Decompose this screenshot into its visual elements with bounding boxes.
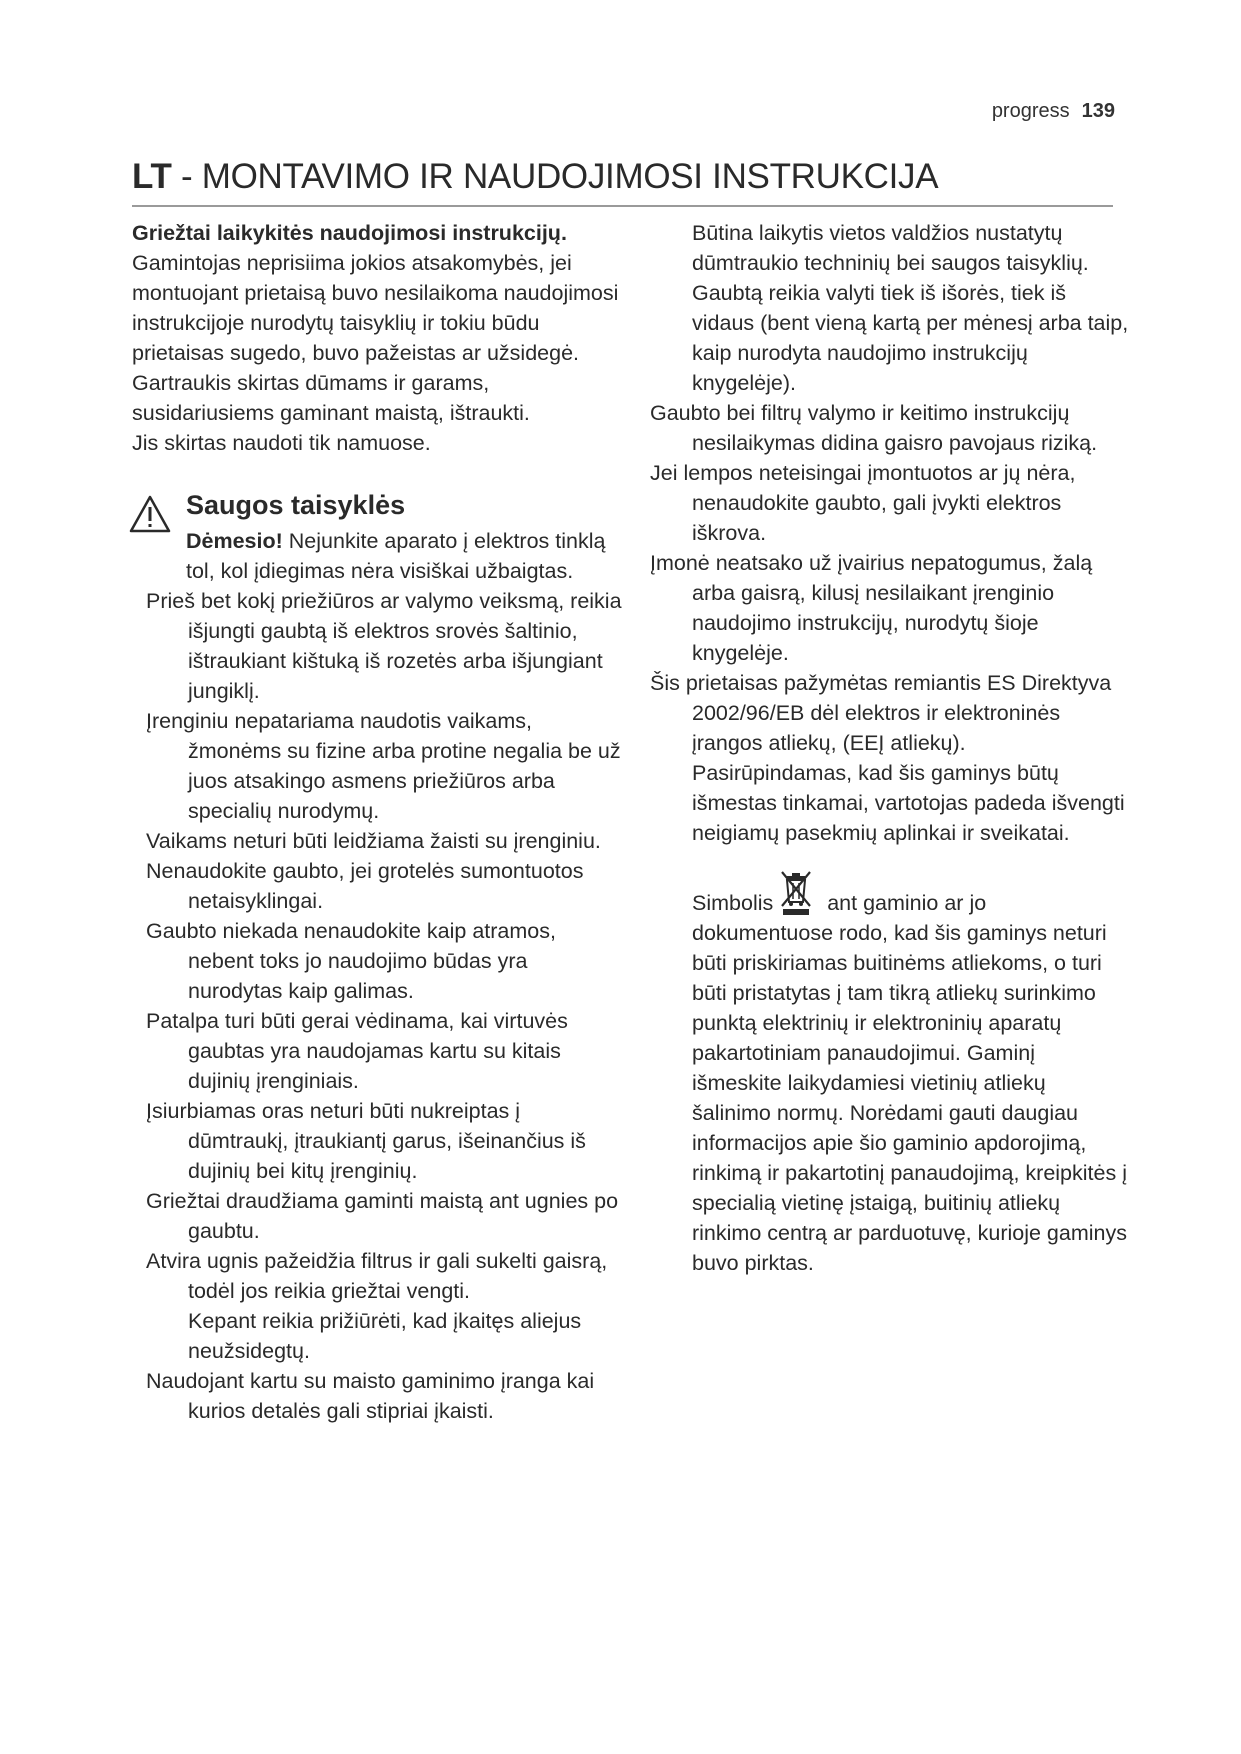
language-code: LT [132,157,172,196]
safety-item: Gaubto niekada nenaudokite kaip atramos, nebent toks jo naudojimo būdas yra nurodytas kaip galimas. [146,919,556,1003]
safety-item: Nenaudokite gaubto, jei grotelės sumontuotos netaisyklingai. [146,859,584,913]
title-text: - MONTAVIMO IR NAUDOJIMOSI INSTRUKCIJA [171,157,939,196]
safety-item: Griežtai draudžiama gaminti maistą ant ugnies po gaubtu. [146,1189,619,1243]
safety-body [132,526,622,1426]
safety-item: Prieš bet kokį priežiūros ar valymo veiksmą, reikia išjungti gaubtą iš elektros srovės šaltinio, ištraukiant kištuką iš rozetės arba išjungiant jungiklį. [146,589,622,703]
right-column [650,218,1130,1278]
intro-paragraph-3: Jis skirtas naudoti tik namuose. [132,431,431,455]
safety-title: Saugos taisyklės [186,490,406,520]
attention-label: Dėmesio! [186,529,283,553]
safety-item: Gaubto bei filtrų valymo ir keitimo instrukcijų nesilaikymas didina gaisro pavojaus riziką. [650,401,1098,455]
safety-item: Jei lempos neteisingai įmontuotos ar jų nėra, nenaudokite gaubto, gali įvykti elektros iškrova. [650,461,1076,545]
intro-text: Gamintojas neprisiima jokios atsakomybės, jei montuojant prietaisą buvo nesilaikoma naudojimosi instrukcijoje nurodytų taisyklių ir tokiu būdu prietaisas sugedo, buvo pažeistas ar užsidegė. [132,251,619,365]
crossed-bin-icon [777,870,815,916]
weee-text-start: Simbolis [692,891,774,915]
safety-item: Naudojant kartu su maisto gaminimo įranga kai kurios detalės gali stipriai įkaisti. [146,1369,595,1423]
title-divider [132,205,1113,207]
safety-item: Atvira ugnis pažeidžia filtrus ir gali sukelti gaisrą, todėl jos reikia griežtai vengti. [146,1249,608,1303]
weee-text: ant gaminio ar jo dokumentuose rodo, kad šis gaminys neturi būti priskiriamas buitinėms atliekoms, o turi būti pristatytas į tam tikrą atliekų surinkimo punktą elektrinių ir elektroninių aparatų pakartotiniam panaudojimui. Gaminį išmeskite laikydamiesi vietinių atliekų šalinimo normų. Norėdami gauti daugiau informacijos apie šio gaminio apdorojimą, rinkimą ir pakartotinį panaudojimą, kreipkitės į specialią vietinę įstaigą, buitinių atliekų rinkimo centrą ar parduotuvę, kurioje gaminys buvo pirktas. [692,891,1127,1275]
safety-item: Įrenginiu nepatariama naudotis vaikams, žmonėms su fizine arba protine negalia be už juos atsakingo asmens priežiūros arba specialių nurodymų. [146,709,621,823]
weee-paragraph [650,870,1130,1278]
brand-name: progress [991,100,1070,122]
safety-item: Šis prietaisas pažymėtas remiantis ES Direktyva 2002/96/EB dėl elektros ir elektroninės įrangos atliekų, (EEĮ atliekų). Pasirūpindamas, kad šis gaminys būtų išmestas tinkamai, vartotojas padeda išvengti neigiamų pasekmių aplinkai ir sveikatai. [650,671,1125,845]
safety-item: Įsiurbiamas oras neturi būti nukreiptas į dūmtraukį, įtraukiantį garus, išeinančius iš dujinių bei kitų įrenginių. [146,1099,586,1183]
continued-paragraph: Būtina laikytis vietos valdžios nustatytų dūmtraukio techninių bei saugos taisyklių. [692,221,1089,275]
safety-item: Įmonė neatsako už įvairius nepatogumus, žalą arba gaisrą, kilusį nesilaikant įrenginio naudojimo instrukcijų, nurodytų šioje knygelėje. [650,551,1093,665]
page-header [992,100,1115,123]
warning-triangle-icon [128,494,172,534]
intro-paragraph-2: Gartraukis skirtas dūmams ir garams, susidariusiems gaminant maistą, ištraukti. [132,371,530,425]
page-title [132,157,1112,197]
continued-paragraph: Gaubtą reikia valyti tiek iš išorės, tiek iš vidaus (bent vieną kartą per mėnesį arba taip, kaip nurodyta naudojimo instrukcijų knygelėje). [692,281,1129,395]
safety-item-continuation: Kepant reikia prižiūrėti, kad įkaitęs aliejus neužsidegtų. [188,1309,582,1363]
intro-bold: Griežtai laikykitės naudojimosi instrukcijų. [132,221,567,245]
page-number: 139 [1081,100,1115,122]
intro-paragraph [132,218,622,368]
safety-heading [132,490,622,526]
left-column [132,218,622,1426]
safety-item: Vaikams neturi būti leidžiama žaisti su įrenginiu. [146,829,601,853]
attention-text: Nejunkite aparato į elektros tinklą tol, kol įdiegimas nėra visiškai užbaigtas. [186,529,606,583]
attention-paragraph [146,526,622,586]
safety-item: Patalpa turi būti gerai vėdinama, kai virtuvės gaubtas yra naudojamas kartu su kitais dujinių įrenginiais. [146,1009,568,1093]
